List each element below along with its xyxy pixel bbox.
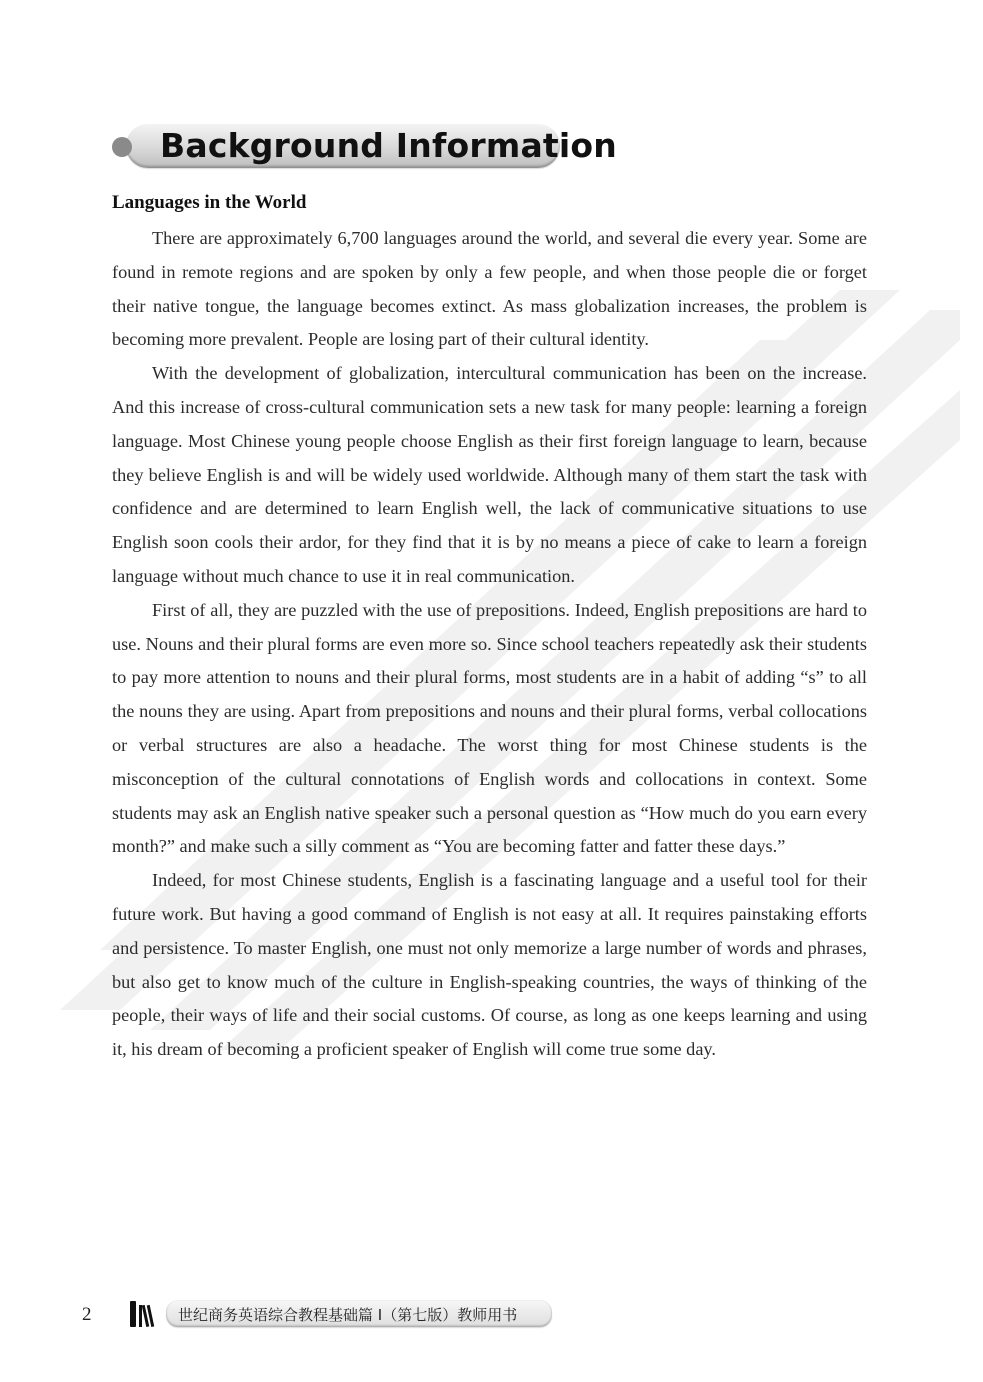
footer-title-pill: [166, 1300, 552, 1327]
paragraph: There are approximately 6,700 languages around the world, and several die every year. Some are found in remote regions and are spoken by only a few people, and when those people die or forget their native tongue, the language becomes extinct. As mass globalization increases, the problem is becoming more prevalent. People are losing part of their cultural identity.: [112, 228, 867, 350]
page-number: 2: [82, 1304, 92, 1325]
books-icon: [128, 1299, 158, 1329]
paragraph: With the development of globalization, intercultural communication has been on the increase. And this increase of cross-cultural communication sets a new task for many people: learning a foreign language. Most Chinese young people choose English as their first foreign language to learn, because they believe English is and will be widely used worldwide. Although many of them start the task with confidence and are determined to learn English well, the lack of communicative situations to use English soon cools their ardor, for they find that it is by no means a piece of cake to learn a foreign language without much chance to use it in real communication.: [112, 363, 867, 586]
paragraph: Indeed, for most Chinese students, English is a fascinating language and a useful tool for their future work. But having a good command of English is not easy at all. It requires painstaking efforts and persistence. To master English, one must not only memorize a large number of words and phrases, but also get to know much of the culture in English-speaking countries, the ways of thinking of the people, their ways of life and their social customs. Of course, as long as one keeps learning and using it, his dream of becoming a proficient speaker of English will come true some day.: [112, 870, 867, 1060]
page-footer: [82, 1296, 562, 1336]
section-banner: [112, 122, 617, 172]
book-title: 世纪商务英语综合教程基础篇 I（第七版）教师用书: [178, 1306, 518, 1324]
circle-bullet-icon: [112, 137, 132, 157]
paragraph: First of all, they are puzzled with the use of prepositions. Indeed, English prepositions are hard to use. Nouns and their plural forms are even more so. Since school teachers repeatedly ask their students to pay more attention to nouns and their plural forms, most students are in a habit of adding “s” to all the nouns they are using. Apart from prepositions and nouns and their plural forms, verbal collocations or verbal structures are also a headache. The worst thing for most Chinese students is the misconception of the cultural connotations of English words and collocations in context. Some students may ask an English native speaker such a personal question as “How much do you earn every month?” and make such a silly comment as “You are becoming fatter and fatter these days.”: [112, 599, 867, 857]
body-text: [112, 222, 867, 1067]
section-title: Background Information: [160, 126, 617, 165]
subheading: Languages in the World: [112, 192, 307, 213]
